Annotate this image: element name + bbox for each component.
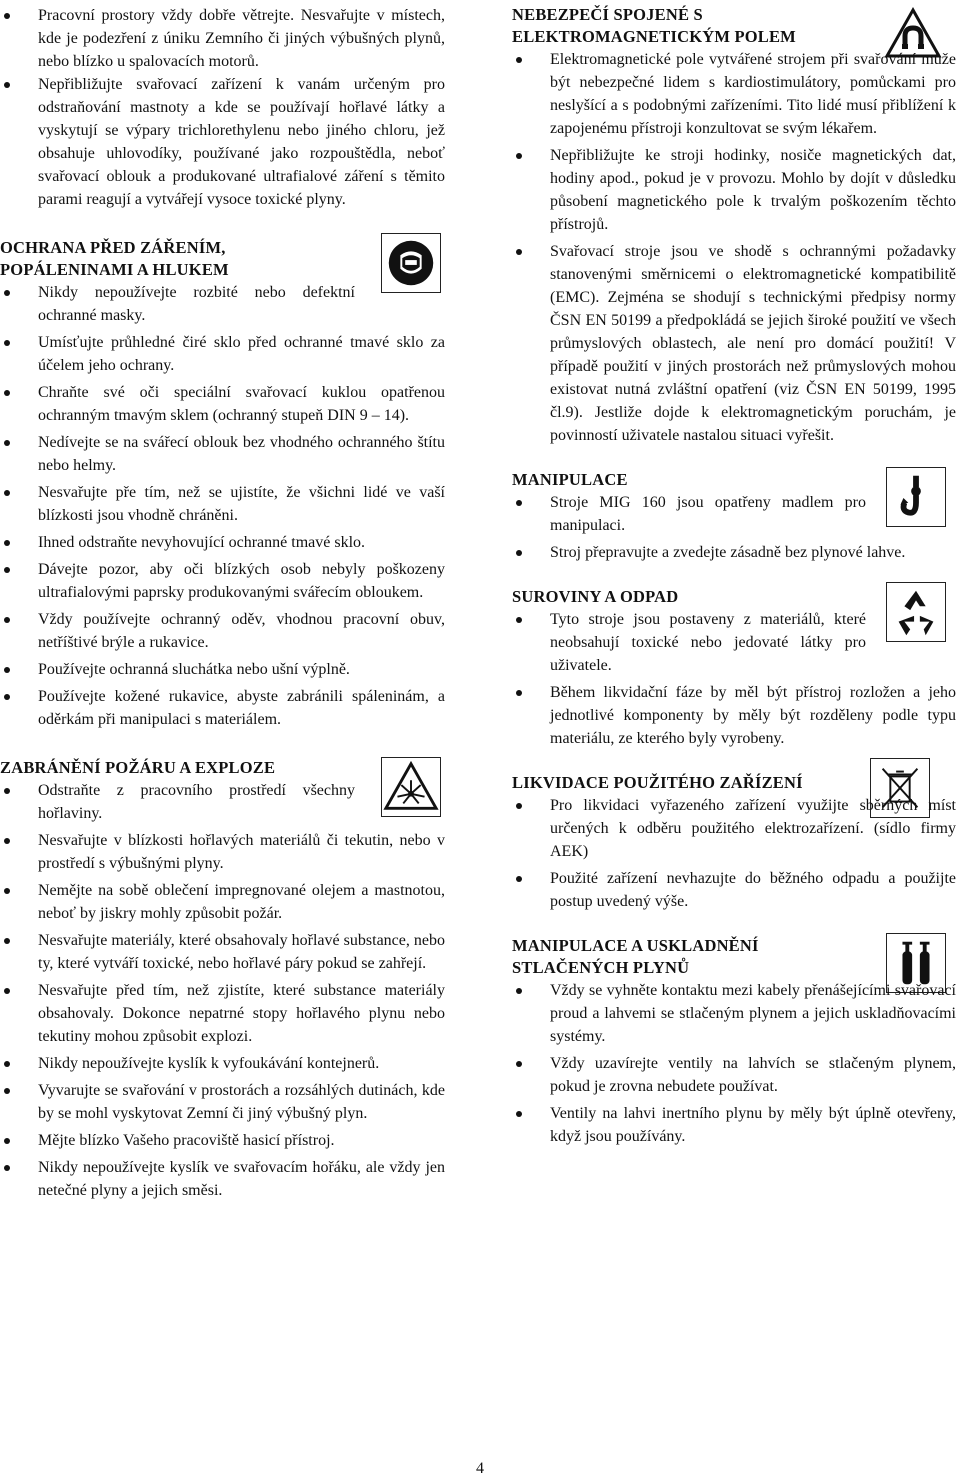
list-item: Nepřibližujte svařovací zařízení k vanám určeným pro odstraňování mastnoty a kde se používají hořlavé látky a vyskytují se výpary trichlorethylenu nebo jiného chloru, jež obsahuje uhlovodíky, používané jako rozpouštědla, neboť svařovací oblouk a produkované ultrafialové záření s těmito parami reagují a vytvářejí vysoce toxické plyny.	[0, 73, 445, 211]
list-item: Používejte kožené rukavice, abyste zabránili spáleninám, a oděrkám při manipulaci s materiálem.	[0, 685, 445, 731]
intro-list	[0, 4, 445, 211]
page-number: 4	[476, 1460, 484, 1477]
list-item: Nesvařujte v blízkosti hořlavých materiálů či tekutin, nebo v prostředí s výbušnými plyny.	[0, 829, 445, 875]
handling-section	[512, 469, 956, 564]
list-item: Chraňte své oči speciální svařovací kuklou opatřenou ochranným tmavým sklem (ochranný stupeň DIN 9 – 14).	[0, 381, 445, 427]
list-item: Během likvidační fáze by měl být přístroj rozložen a jeho jednotlivé komponenty by měly být rozděleny podle typu materiálu, ze kterého byly vyrobeny.	[512, 681, 956, 750]
list-item: Stroje MIG 160 jsou opatřeny madlem pro manipulaci.	[512, 491, 956, 537]
section-heading: SUROVINY A ODPAD	[512, 587, 679, 606]
heading-line: STLAČENÝCH PLYNŮ	[512, 958, 690, 977]
heading-line: POPÁLENINAMI A HLUKEM	[0, 260, 229, 279]
list-item: Nesvařujte pře tím, než se ujistíte, že všichni lidé ve vaší blízkosti jsou vhodně chráněni.	[0, 481, 445, 527]
list-item: Ihned odstraňte nevyhovující ochranné tmavé sklo.	[0, 531, 445, 554]
list-item: Ventily na lahvi inertního plynu by měly být úplně otevřeny, když jsou používány.	[512, 1102, 956, 1148]
list-item: Nikdy nepoužívejte kyslík ve svařovacím hořáku, ale vždy jen netečné plyny a jejich směsi.	[0, 1156, 445, 1202]
list-item: Pro likvidaci vyřazeného zařízení využijte sběrných míst určených k odběru použitého elektrozařízení. (sídlo firmy AEK)	[512, 794, 956, 863]
em-list	[512, 48, 956, 447]
list-item: Nesvařujte před tím, než zjistíte, které substance materiály obsahovaly. Dokonce nepatrné stopy hořlavého plynu nebo tekutiny mohou způsobit explozi.	[0, 979, 445, 1048]
list-item: Pracovní prostory vždy dobře větrejte. Nesvařujte v místech, kde je podezření z úniku Zemního či jiných výbušných plynů, nebo blízko u spalovacích motorů.	[0, 4, 445, 73]
list-item: Vždy používejte ochranný oděv, vhodnou pracovní obuv, netříštivé brýle a rukavice.	[0, 608, 445, 654]
list-item: Vyvarujte se svařování v prostorách a rozsáhlých dutinách, kde by se mohl vyskytovat Zemní či jiný výbušný plyn.	[0, 1079, 445, 1125]
list-item: Dávejte pozor, aby oči blízkých osob nebyly poškozeny ultrafialovými paprsky produkovanými svářecím obloukem.	[0, 558, 445, 604]
fire-section	[0, 757, 445, 1202]
list-item: Nikdy nepoužívejte kyslík k vyfoukávání kontejnerů.	[0, 1052, 445, 1075]
radiation-section	[0, 237, 445, 731]
heading-line: MANIPULACE A USKLADNĚNÍ	[512, 936, 759, 955]
list-item: Odstraňte z pracovního prostředí všechny hořlaviny.	[0, 779, 445, 825]
right-column	[512, 4, 956, 1148]
section-heading: ZABRÁNĚNÍ POŽÁRU A EXPLOZE	[0, 758, 276, 777]
heading-line: ELEKTROMAGNETICKÝM POLEM	[512, 27, 796, 46]
left-column	[0, 4, 445, 1202]
handling-list	[512, 491, 956, 564]
list-item: Umísťujte průhledné čiré sklo před ochranné tmavé sklo za účelem jeho ochrany.	[0, 331, 445, 377]
list-item: Nikdy nepoužívejte rozbité nebo defektní ochranné masky.	[0, 281, 445, 327]
heading-line: OCHRANA PŘED ZÁŘENÍM,	[0, 238, 226, 257]
section-heading: LIKVIDACE POUŽITÉHO ZAŘÍZENÍ	[512, 773, 803, 792]
radiation-list	[0, 281, 445, 731]
list-item: Svařovací stroje jsou ve shodě s ochrannými požadavky stanovenými směrnicemi o elektromagnetické kompatibilitě (EMC). Zejména se shodují s technickými předpisy normy ČSN EN 50199 a předpokládá se jejich široké použití ve všech průmyslových oblastech, ale není pro domácí použití! V případě použití v jiných prostorách než průmyslových mohou existovat nutná zvláštní opatření (viz ČSN EN 50199, 1995 čl.9). Jestliže dojde k elektromagnetickým poruchám, je povinností uživatele nastalou situaci vyřešit.	[512, 240, 956, 447]
list-item: Nepřibližujte ke stroji hodinky, nosiče magnetických dat, hodiny apod., pokud je v provozu. Mohlo by dojít v důsledku působení magnetického pole k trvalým poškozením těchto přístrojů.	[512, 144, 956, 236]
list-item: Mějte blízko Vašeho pracoviště hasicí přístroj.	[0, 1129, 445, 1152]
materials-list	[512, 608, 956, 750]
em-section	[512, 4, 956, 447]
list-item: Elektromagnetické pole vytvářené strojem při svařování může být nebezpečné lidem s kardiostimulátory, pomůckami pro neslyšící a s podobnými zařízeními. Tito lidé musí přiblížení k zapojenému přístroji konzultovat se svým lékařem.	[512, 48, 956, 140]
disposal-list	[512, 794, 956, 913]
list-item: Vždy uzavírejte ventily na lahvích se stlačeným plynem, pokud je zrovna nebudete používat.	[512, 1052, 956, 1098]
list-item: Nedívejte se na svářecí oblouk bez vhodného ochranného štítu nebo helmy.	[0, 431, 445, 477]
gas-section	[512, 935, 956, 1148]
section-heading: MANIPULACE	[512, 470, 628, 489]
list-item: Nesvařujte materiály, které obsahovaly hořlavé substance, nebo ty, které vytváří toxické, nebo hořlavé páry pokud se zahřejí.	[0, 929, 445, 975]
materials-section	[512, 586, 956, 750]
list-item: Vždy se vyhněte kontaktu mezi kabely přenášejícími svařovací proud a lahvemi se stlačeným plynem a jejich uskladňovacími systémy.	[512, 979, 956, 1048]
heading-line: NEBEZPEČÍ SPOJENÉ S	[512, 5, 703, 24]
gas-list	[512, 979, 956, 1148]
disposal-section	[512, 772, 956, 913]
section-heading	[0, 237, 445, 281]
list-item: Použité zařízení nevhazujte do běžného odpadu a použijte postup uvedený výše.	[512, 867, 956, 913]
list-item: Stroj přepravujte a zvedejte zásadně bez plynové lahve.	[512, 541, 956, 564]
list-item: Nemějte na sobě oblečení impregnované olejem a mastnotou, neboť by jiskry mohly způsobit požár.	[0, 879, 445, 925]
fire-list	[0, 779, 445, 1202]
list-item: Tyto stroje jsou postaveny z materiálů, které neobsahují toxické nebo jedovaté látky pro uživatele.	[512, 608, 956, 677]
list-item: Používejte ochranná sluchátka nebo ušní výplně.	[0, 658, 445, 681]
